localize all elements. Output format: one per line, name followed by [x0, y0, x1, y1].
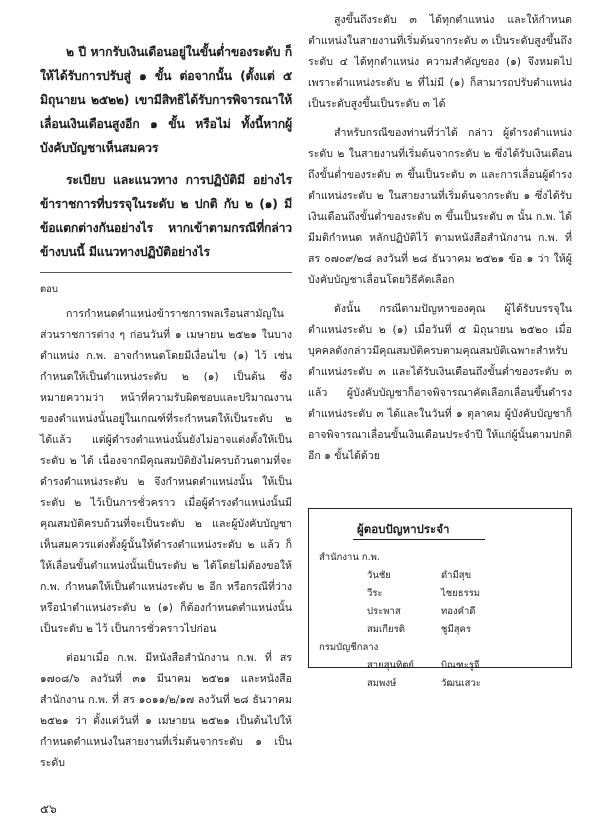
member-first-name: ประพาส	[367, 606, 401, 617]
member-last-name: ทองคำดี	[441, 606, 476, 617]
member-row	[309, 603, 571, 621]
member-row	[309, 621, 571, 639]
member-first-name: สมพงษ์	[367, 678, 397, 689]
section-divider	[40, 272, 292, 273]
answer-paragraph-2: ต่อมาเมื่อ ก.พ. มีหนังสือสำนักงาน ก.พ. ที่ สร ๑๗๐๘/๖ ลงวันที่ ๓๑ มีนาคม ๒๕๒๑ และหนังสือสำนักงาน ก.พ. ที่ สร ๑๐๑๑/๒/๑๗ ลงวันที่ ๒๘ ธันวาคม ๒๕๒๑ ว่า ตั้งแต่วันที่ ๑ เมษายน ๒๕๒๑ เป็นต้นไปให้กำหนดตำแหน่งในสายงานที่เริ่มต้นจากระดับ ๑ เป็นระดับ	[40, 652, 292, 769]
member-last-name: ไชยธรรม	[441, 588, 481, 599]
member-row	[309, 675, 571, 693]
member-first-name: สายสุนทิตย์	[367, 660, 414, 671]
office-label-comptroller: กรมบัญชีกลาง	[319, 642, 379, 653]
office-label-ocsc: สำนักงาน ก.พ.	[319, 552, 380, 563]
panel-box	[308, 508, 572, 689]
member-row	[309, 585, 571, 603]
panel-title: ผู้ตอบปัญหาประจำ	[357, 522, 450, 536]
member-first-name: วันชัย	[367, 570, 391, 581]
member-last-name: บิณฑะรูจี	[441, 660, 480, 671]
member-first-name: วีระ	[367, 588, 383, 599]
panel-title-underline	[353, 539, 485, 540]
member-row	[309, 657, 571, 675]
member-last-name: ชูมีสุคร	[441, 624, 471, 635]
member-last-name: ดำมีสุข	[441, 570, 472, 581]
member-last-name: วัฒนเสวะ	[441, 678, 481, 689]
member-row	[309, 567, 571, 585]
right-paragraph-2: สำหรับกรณีของท่านที่ว่าได้ กล่าว ผู้ดำรงตำแหน่งระดับ ๒ ในสายงานที่เริ่มต้นจากระดับ ๒ ซึ่งได้รับเงินเดือนถึงขั้นต่ำของระดับ ๓ ขึ้นเป็นระดับ ๓ และการเลื่อนผู้ดำรงตำแหน่งระดับ ๒ ในสายงานที่เริ่มต้นจากระดับ ๑ ซึ่งได้รับเงินเดือนถึงขั้นต่ำของระดับ ๓ ขึ้นเป็นระดับ ๓ นั้น ก.พ. ได้มีมติกำหนด หลักปฏิบัติไว้ ตามหนังสือสำนักงาน ก.พ. ที่ สร ๐๗๐๙/๒๘ ลงวันที่ ๒๘ ธันวาคม ๒๕๒๑ ข้อ ๑ ว่า ให้ผู้บังคับบัญชาเลื่อนโดยวิธีคัดเลือก	[308, 127, 572, 286]
panel-content	[309, 549, 571, 693]
page-number: ๕๖	[40, 802, 57, 816]
member-first-name: สมเกียรติ	[367, 624, 405, 635]
left-column	[40, 40, 292, 782]
question-paragraph-1: ๒ ปี หากรับเงินเดือนอยู่ในขั้นต่ำของระดับ ก็ให้ได้รับการปรับสู่ ๑ ขั้น ต่อจากนั้น (ตั้งแต่ ๕ มิถุนายน ๒๕๒๒) เขามีสิทธิได้รับการพิจารณาให้เลื่อนเงินเดือนสูงอีก ๑ ขั้น หรือไม่ ทั้งนี้หากผู้บังคับบัญชาเห็นสมควร	[40, 45, 292, 155]
answer-label: ตอบ	[40, 284, 58, 295]
answer-paragraph-1: การกำหนดตำแหน่งข้าราชการพลเรือนสามัญในส่วนราชการต่าง ๆ ก่อนวันที่ ๑ เมษายน ๒๕๒๑ ในบางตำแหน่ง ก.พ. อาจกำหนดโดยมีเงื่อนไข (๑) ไว้ เช่น กำหนดให้เป็นตำแหน่งระดับ ๒ (๑) เป็นต้น ซึ่งหมายความว่า หน้าที่ความรับผิดชอบและปริมาณงานของตำแหน่งนั้นอยู่ในเกณฑ์ที่ระกำหนดให้เป็นระดับ ๒ ได้แล้ว แต่ผู้ดำรงตำแหน่งนั้นยังไม่อาจแต่งตั้งให้เป็นระดับ ๒ ได้ เนื่องจากมีคุณสมบัติยังไม่ครบถ้วนตามที่จะดำรงตำแหน่งระดับ ๒ จึงกำหนดตำแหน่งนั้น ให้เป็นระดับ ๒ ไว้เป็นการชั่วคราว เมื่อผู้ดำรงตำแหน่งนั้นมีคุณสมบัติครบถ้วนที่จะเป็นระดับ ๒ และผู้บังคับบัญชาเห็นสมควรแต่งตั้งผู้นั้นให้ดำรงตำแหน่งระดับ ๒ แล้ว ก็ให้เลื่อนขั้นตำแหน่งนั้นเป็นระดับ ๒ ได้โดยไม่ต้องขอให้ ก.พ. กำหนดให้เป็นตำแหน่งระดับ ๒ อีก หรือกรณีที่ว่างหรือนำตำแหน่งระดับ ๒ (๑) ก็ต้องกำหนดตำแหน่งนั้นเป็นระดับ ๒ ไว้ เป็นการชั่วคราวไปก่อน	[40, 308, 292, 635]
question-paragraph-2: ระเบียบ และแนวทาง การปฏิบัติมี อย่างไร ข้าราชการที่บรรจุในระดับ ๒ ปกติ กับ ๒ (๑) มีข้อแตกต่างกันอย่างไร หากเข้าตามกรณีที่กล่าวข้างบนนี้ มีแนวทางปฏิบัติอย่างไร	[40, 173, 292, 259]
right-paragraph-1: สูงขึ้นถึงระดับ ๓ ได้ทุกตำแหน่ง และให้กำหนดตำแหน่งในสายงานที่เริ่มต้นจากระดับ ๓ เป็นระดับสูงขึ้นถึงระดับ ๔ ได้ทุกตำแหน่ง ความสำคัญของ (๑) จึงหมดไป เพราะตำแหน่งระดับ ๒ ที่ไม่มี (๑) ก็สามารถปรับตำแหน่งเป็นระดับสูงขึ้นเป็นระดับ ๓ ได้	[308, 14, 572, 110]
right-column	[308, 10, 572, 475]
right-paragraph-3: ดังนั้น กรณีตามปัญหาของคุณ ผู้ได้รับบรรจุในตำแหน่งระดับ ๒ (๑) เมื่อวันที่ ๕ มิถุนายน ๒๕๒๐ เมื่อบุคคลดังกล่าวมีคุณสมบัติครบตามคุณสมบัติเฉพาะสำหรับตำแหน่งระดับ ๓ และได้รับเงินเดือนถึงขั้นต่ำของระดับ ๓ แล้ว ผู้บังคับบัญชาก็อาจพิจารณาคัดเลือกเลื่อนขึ้นดำรงตำแหน่งระดับ ๓ ได้และในวันที่ ๑ ตุลาคม ผู้บังคับบัญชาก็อาจพิจารณาเลื่อนขั้นเงินเดือนประจำปี ให้แก่ผู้นั้นตามปกติอีก ๑ ขั้นได้ด้วย	[308, 303, 572, 462]
